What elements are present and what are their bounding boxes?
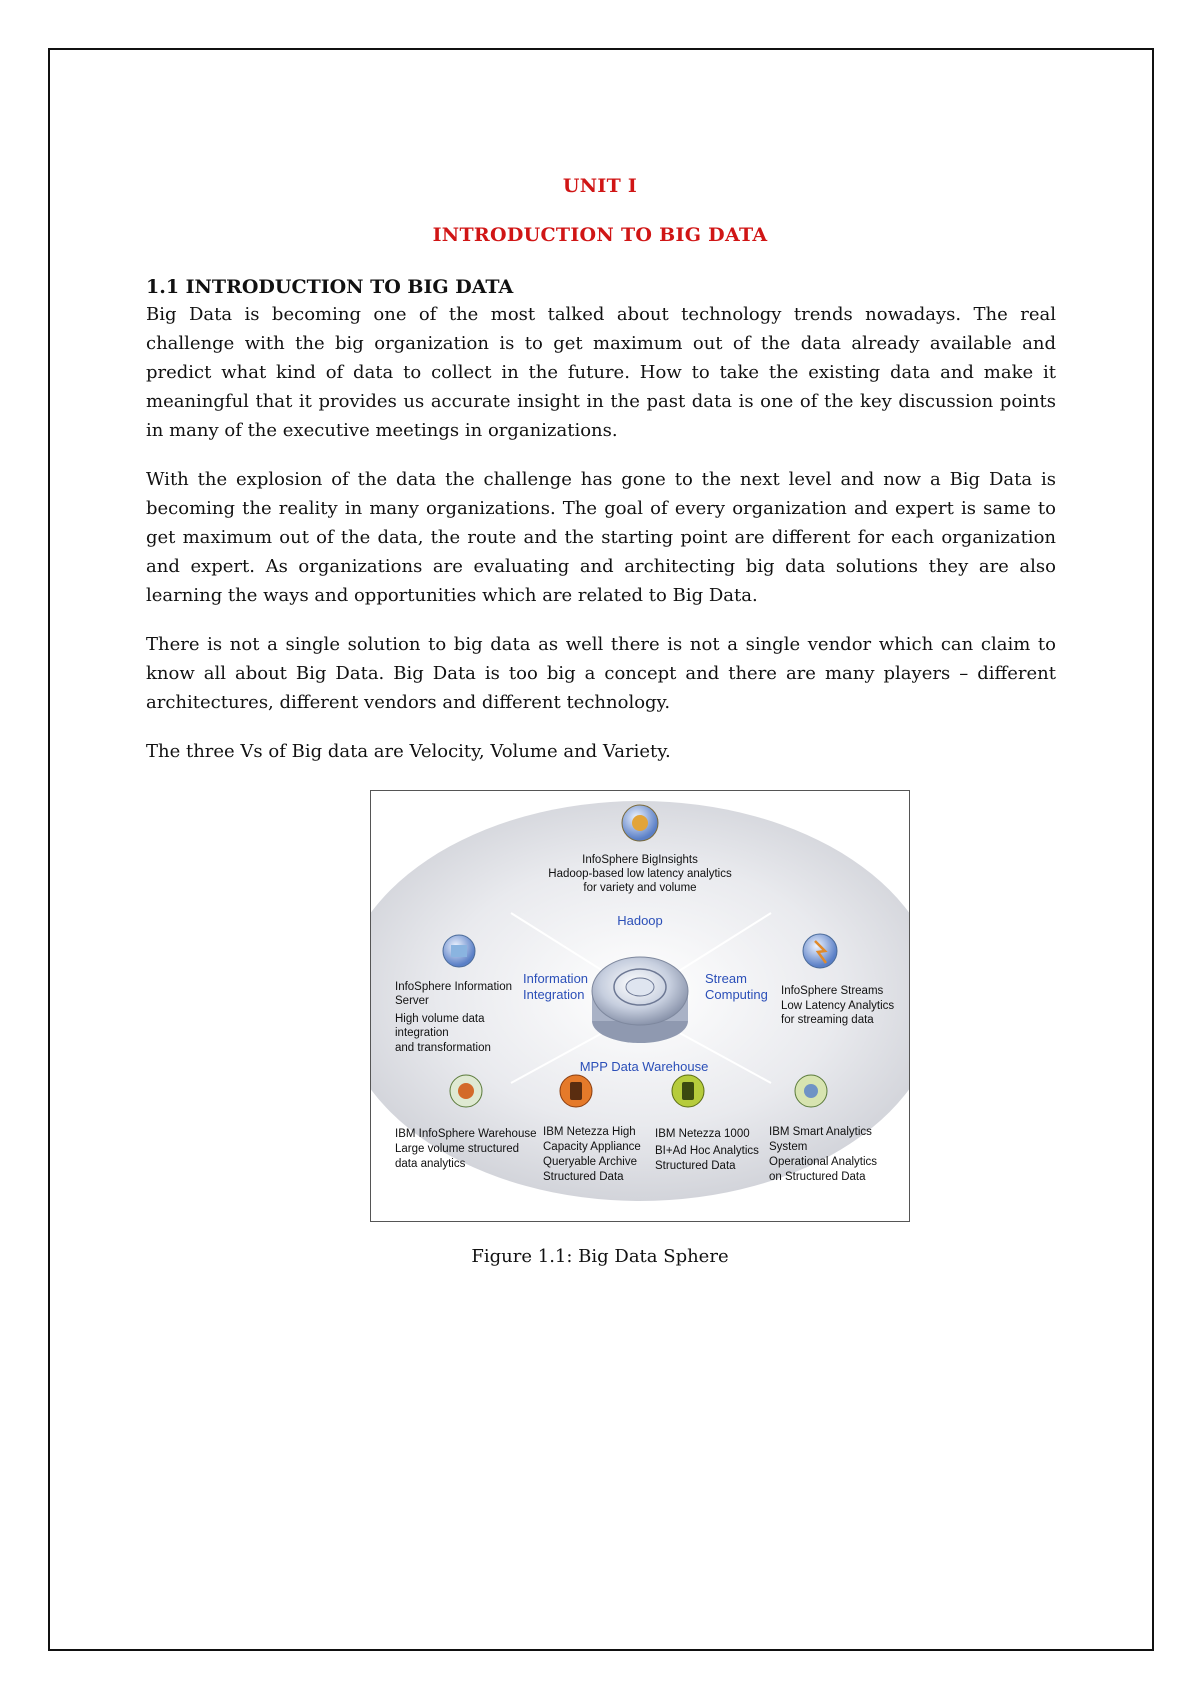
infosphere-warehouse-icon [450,1075,482,1107]
body-content [146,274,1056,786]
smart-analytics-icon [795,1075,827,1107]
figure-diagram [371,791,909,1221]
smart-analytics-label-4: on Structured Data [769,1171,866,1183]
streams-label-3: for streaming data [781,1014,874,1026]
netezza-1000-label-1: IBM Netezza 1000 [655,1128,750,1140]
netezza-high-label-2: Capacity Appliance [543,1141,641,1153]
warehouse-label-2: Large volume structured [395,1143,520,1155]
section-heading: 1.1 INTRODUCTION TO BIG DATA [146,276,514,298]
biginsights-label-3: for variety and volume [583,882,697,894]
netezza-high-label-4: Structured Data [543,1171,624,1183]
unit-subtitle: INTRODUCTION TO BIG DATA [432,224,768,246]
biginsights-label-1: InfoSphere BigInsights [582,854,698,866]
info-server-label-4: integration [395,1027,449,1039]
paragraph-3: There is not a single solution to big data as well there is not a single vendor which can claim to know all about Big Data. Big Data is too big a concept and there are many players – different architectures, different vendors and different technology. [146,634,1056,713]
netezza-high-capacity-icon [560,1075,592,1107]
netezza-1000-label-3: Structured Data [655,1160,736,1172]
biginsights-label-2: Hadoop-based low latency analytics [548,868,732,880]
paragraph-4: The three Vs of Big data are Velocity, Volume and Variety. [146,741,671,762]
paragraph-1: Big Data is becoming one of the most talked about technology trends nowadays. The real challenge with the big organization is to get maximum out of the data already available and predict what kind of data to collect in the future. How to take the existing data and make it meaningful that it provides us accurate insight in the past data is one of the key discussion points in many of the executive meetings in organizations. [146,304,1056,441]
smart-analytics-label-1: IBM Smart Analytics [769,1126,872,1138]
mpp-label: MPP Data Warehouse [579,1059,709,1074]
warehouse-label-3: data analytics [395,1158,466,1170]
netezza-high-label-3: Queryable Archive [543,1156,637,1168]
unit-title: UNIT I [562,175,638,197]
smart-analytics-label-2: System [769,1141,808,1153]
biginsights-icon [622,805,658,841]
warehouse-label-1: IBM InfoSphere Warehouse [395,1128,537,1140]
streams-label-2: Low Latency Analytics [781,1000,895,1012]
paragraph-2: With the explosion of the data the challenge has gone to the next level and now a Big Data is becoming the reality in many organizations. The goal of every organization and expert is same to get maximum out of the data, the route and the starting point are different for each organization and expert. As organizations are evaluating and architecting big data solutions they are also learning the ways and opportunities which are related to Big Data. [146,469,1056,606]
smart-analytics-label-3: Operational Analytics [769,1156,878,1168]
info-integration-label-2: Integration [523,987,585,1002]
figure-caption: Figure 1.1: Big Data Sphere [471,1246,729,1267]
center-database-disk [592,957,688,1043]
big-data-sphere-figure [370,790,910,1222]
netezza-1000-icon [672,1075,704,1107]
info-server-label-3: High volume data [395,1013,485,1025]
info-server-label-1: InfoSphere Information [395,981,512,993]
information-server-icon [443,935,475,967]
stream-computing-label-1: Stream [705,971,747,986]
netezza-high-label-1: IBM Netezza High [543,1126,636,1138]
stream-computing-label-2: Computing [705,987,768,1002]
hadoop-label: Hadoop [617,913,663,928]
info-integration-label-1: Information [523,971,589,986]
info-server-label-2: Server [395,995,429,1007]
netezza-1000-label-2: BI+Ad Hoc Analytics [655,1145,759,1157]
streams-icon [803,934,837,968]
streams-label-1: InfoSphere Streams [781,985,884,997]
info-server-label-5: and transformation [395,1042,491,1054]
